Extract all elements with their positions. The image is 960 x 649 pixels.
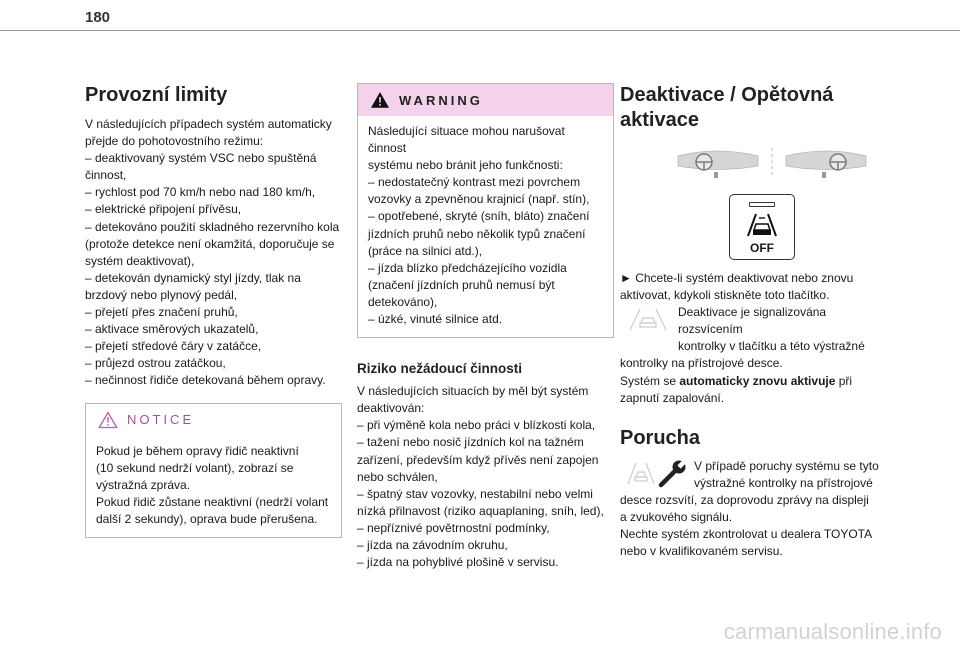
warning-body bbox=[358, 116, 613, 337]
warning-label: WARNING bbox=[399, 92, 483, 108]
notice-label: NOTICE bbox=[127, 412, 195, 427]
text-line: – nepříznivé povětrnostní podmínky, bbox=[357, 520, 550, 535]
text-line: Pokud řidič zůstane neaktivní (nedrží volant bbox=[96, 494, 329, 509]
page-number: 180 bbox=[85, 9, 111, 26]
button-off-label: OFF bbox=[750, 241, 774, 255]
top-rule bbox=[0, 30, 960, 31]
text-line: – přejetí přes značení pruhů, bbox=[85, 305, 238, 320]
text-span: při bbox=[835, 373, 853, 388]
notice-header bbox=[86, 404, 341, 436]
text-line: aktivovat, kdykoli stiskněte toto tlačítko. bbox=[620, 288, 830, 303]
text-line: zapnutí zapalování. bbox=[620, 390, 725, 405]
text-line: desce rozsvítí, za doprovodu zprávy na displeji bbox=[620, 492, 869, 507]
lane-assist-icon bbox=[740, 212, 784, 242]
text-line: výstražné kontrolky na přístrojové bbox=[694, 475, 873, 490]
lane-fault-indicator-icon bbox=[626, 460, 656, 486]
text-line: Nechte systém zkontrolovat u dealera TOYOTA bbox=[620, 527, 873, 542]
text-line: systém deaktivovat), bbox=[85, 253, 195, 268]
text-line: kontrolky na přístrojové desce. bbox=[620, 356, 783, 371]
text-span: Systém se bbox=[620, 373, 680, 388]
text-line: činnost, bbox=[85, 168, 127, 183]
text-line: – při výměně kola nebo práci v blízkosti kola, bbox=[357, 418, 596, 433]
text-line: deaktivován: bbox=[357, 401, 425, 416]
text-line: – aktivace směrových ukazatelů, bbox=[85, 322, 259, 337]
text-line: další 2 sekundy), oprava bude přerušena. bbox=[96, 511, 318, 526]
text-line: systému nebo bránit jeho funkčnosti: bbox=[368, 158, 563, 173]
lane-assist-off-button[interactable] bbox=[729, 194, 795, 260]
title-line: aktivace bbox=[620, 109, 699, 131]
text-line: – nedostatečný kontrast mezi povrchem bbox=[368, 175, 581, 190]
text-line: nebo v kvalifikovaném servisu. bbox=[620, 544, 783, 559]
text-line: jízdních pruhů nebo několik typů značení bbox=[368, 226, 586, 241]
text-line: V případě poruchy systému se tyto bbox=[694, 458, 879, 473]
title-line: Deaktivace / Opětovná bbox=[620, 84, 834, 106]
text-line: (10 sekund nedrží volant), zobrazí se bbox=[96, 460, 294, 475]
notice-body bbox=[86, 436, 341, 537]
indicator-row bbox=[620, 304, 890, 355]
wrench-icon bbox=[658, 458, 688, 488]
warning-header bbox=[358, 84, 613, 116]
section-title-operating-limits: Provozní limity bbox=[85, 84, 228, 106]
text-line: – jízda blízko předcházejícího vozidla bbox=[368, 260, 567, 275]
risk-text bbox=[357, 383, 614, 571]
text-line: nízká přilnavost (riziko aquaplaning, sníh, led), bbox=[357, 503, 604, 518]
fault-indicator-row bbox=[620, 458, 890, 492]
text-line: výstražná zpráva. bbox=[96, 477, 191, 492]
text-line: – úzké, vinuté silnice atd. bbox=[368, 312, 503, 327]
text-line: – detekováno použití skladného rezervního kola bbox=[85, 219, 340, 234]
text-line: (značení jízdních pruhů nemusí být bbox=[368, 277, 555, 292]
indicator-text bbox=[678, 304, 890, 355]
text-line: – nečinnost řidiče detekovaná během opravy. bbox=[85, 373, 326, 388]
text-line: – deaktivovaný systém VSC nebo spuštěná bbox=[85, 151, 317, 166]
watermark: carmanualsonline.info bbox=[723, 619, 942, 644]
fault-text bbox=[620, 458, 890, 561]
text-line: a zvukového signálu. bbox=[620, 510, 733, 525]
steering-column-left bbox=[678, 151, 758, 178]
text-line: brzdový nebo plynový pedál, bbox=[85, 287, 238, 302]
text-line bbox=[620, 373, 890, 390]
section-title-risk: Riziko nežádoucí činnosti bbox=[357, 361, 523, 377]
text-line: – přejetí středové čáry v zatáčce, bbox=[85, 339, 262, 354]
column-deactivation bbox=[620, 83, 890, 560]
section-title-fault: Porucha bbox=[620, 426, 701, 449]
deactivation-text bbox=[620, 270, 890, 407]
text-line: Deaktivace je signalizována rozsvícením bbox=[678, 305, 827, 337]
text-line: V následujících případech systém automaticky bbox=[85, 117, 332, 131]
text-line: – průjezd ostrou zatáčkou, bbox=[85, 356, 226, 371]
text-line: detekováno), bbox=[368, 294, 438, 309]
text-line: – rychlost pod 70 km/h nebo nad 180 km/h, bbox=[85, 185, 316, 200]
text-line: (protože detekce není okamžitá, doporučuje se bbox=[85, 236, 335, 251]
notice-box bbox=[85, 403, 342, 538]
text-line: – opotřebené, skryté (sníh, bláto) značení bbox=[368, 209, 590, 224]
text-line: – elektrické připojení přívěsu, bbox=[85, 202, 242, 217]
text-line: zařízení, především když přívěs není zapojen bbox=[357, 452, 599, 467]
section-title-deactivation bbox=[620, 83, 890, 133]
text-line: – tažení nebo nosič jízdních kol na tažném bbox=[357, 435, 584, 450]
text-line: nebo schválen, bbox=[357, 469, 438, 484]
steering-column-right bbox=[786, 151, 866, 178]
lane-warning-indicator-icon bbox=[626, 306, 670, 332]
text-line: – jízda na závodním okruhu, bbox=[357, 537, 508, 552]
text-line: (práce na silnici atd.), bbox=[368, 243, 483, 258]
button-indicator-led bbox=[749, 202, 775, 207]
operating-limits-text bbox=[85, 116, 342, 390]
column-warnings bbox=[357, 83, 614, 571]
text-line: V následujících situacích by měl být systém bbox=[357, 384, 589, 399]
text-line: Následující situace mohou narušovat činnost bbox=[368, 124, 565, 156]
text-line: – jízda na pohyblivé plošině v servisu. bbox=[357, 555, 559, 570]
column-operating-limits bbox=[85, 83, 342, 538]
fault-indicator-text bbox=[694, 458, 879, 492]
emphasis: automaticky znovu aktivuje bbox=[679, 373, 836, 388]
warning-triangle-icon bbox=[370, 91, 390, 109]
dashboard-illustration bbox=[672, 142, 872, 184]
text-line: přejde do pohotovostního režimu: bbox=[85, 134, 264, 149]
text-line: Pokud je během opravy řidič neaktivní bbox=[96, 443, 299, 458]
text-line: – detekován dynamický styl jízdy, tlak na bbox=[85, 270, 301, 285]
text-line: ► Chcete-li systém deaktivovat nebo znovu bbox=[620, 271, 854, 285]
text-line: vozovky a zpevněnou krajnicí (např. stín), bbox=[368, 192, 590, 207]
warning-box bbox=[357, 83, 614, 338]
text-line: – špatný stav vozovky, nestabilní nebo velmi bbox=[357, 486, 593, 501]
notice-triangle-icon bbox=[98, 411, 118, 429]
text-line: kontrolky v tlačítku a této výstražné bbox=[678, 339, 865, 354]
